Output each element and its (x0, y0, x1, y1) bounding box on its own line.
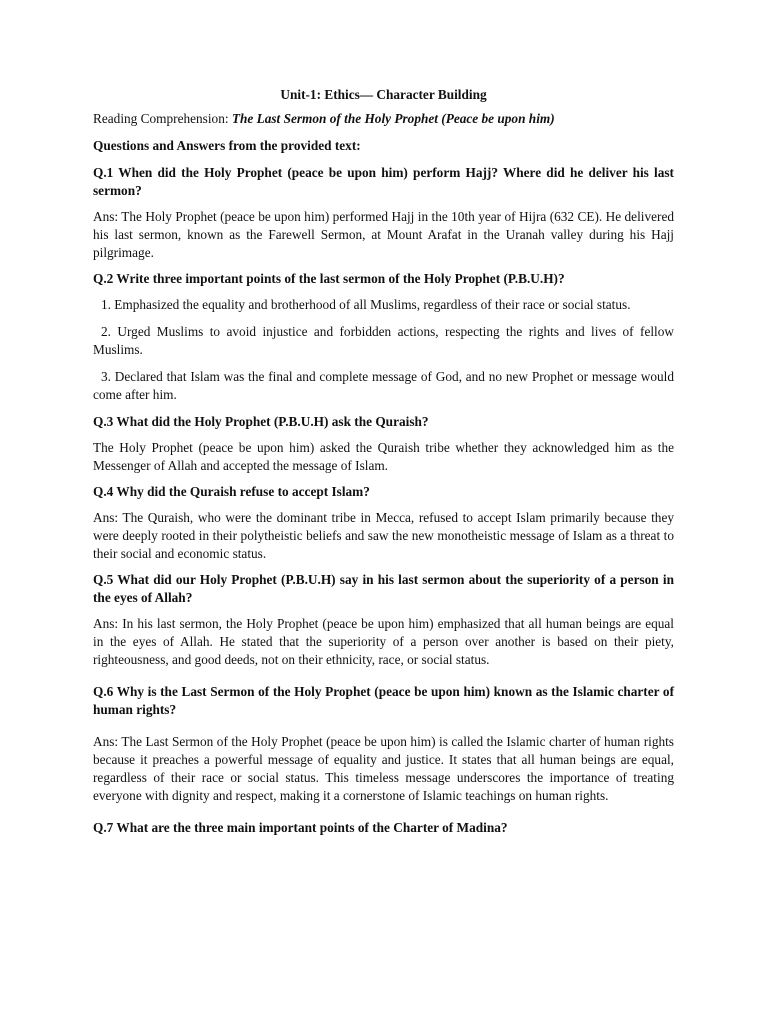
question-2: Q.2 Write three important points of the last sermon of the Holy Prophet (P.B.U.H)? (93, 271, 565, 286)
answer-4: Ans: The Quraish, who were the dominant tribe in Mecca, refused to accept Islam primarily because they were deeply rooted in their polytheistic beliefs and saw the new monotheistic message of Islam as a threat to their social and economic status. (93, 510, 674, 561)
reading-title: The Last Sermon of the Holy Prophet (Peace be upon him) (231, 111, 555, 126)
answer-2-point-1: 1. Emphasized the equality and brotherhood of all Muslims, regardless of their race or social status. (101, 297, 631, 312)
answer-1: Ans: The Holy Prophet (peace be upon him) performed Hajj in the 10th year of Hijra (632 CE). He delivered his last sermon, known as the Farewell Sermon, at Mount Arafat in the Uranah valley during his Hajj pilgrimage. (93, 209, 674, 260)
question-6: Q.6 Why is the Last Sermon of the Holy Prophet (peace be upon him) known as the Islamic charter of human rights? (93, 684, 674, 717)
answer-5: Ans: In his last sermon, the Holy Prophet (peace be upon him) emphasized that all human beings are equal in the eyes of Allah. He stated that the superiority of a person over another is based on their piety, righteousness, and good deeds, not on their ethnicity, race, or social status. (93, 616, 674, 667)
document-page (93, 86, 674, 845)
question-1: Q.1 When did the Holy Prophet (peace be upon him) perform Hajj? Where did he deliver his last sermon? (93, 165, 674, 198)
reading-label: Reading Comprehension: (93, 111, 232, 126)
question-3: Q.3 What did the Holy Prophet (P.B.U.H) ask the Quraish? (93, 414, 429, 429)
answer-2-point-2: 2. Urged Muslims to avoid injustice and forbidden actions, respecting the rights and lives of fellow Muslims. (93, 324, 674, 357)
question-5: Q.5 What did our Holy Prophet (P.B.U.H) say in his last sermon about the superiority of a person in the eyes of Allah? (93, 572, 674, 605)
answer-2-point-3: 3. Declared that Islam was the final and complete message of God, and no new Prophet or message would come after him. (93, 369, 674, 402)
reading-comprehension-line (93, 110, 674, 128)
question-4: Q.4 Why did the Quraish refuse to accept Islam? (93, 484, 370, 499)
qa-heading: Questions and Answers from the provided text: (93, 138, 361, 153)
question-7: Q.7 What are the three main important points of the Charter of Madina? (93, 820, 508, 835)
page-title: Unit-1: Ethics— Character Building (280, 87, 487, 102)
answer-3: The Holy Prophet (peace be upon him) asked the Quraish tribe whether they acknowledged him as the Messenger of Allah and accepted the message of Islam. (93, 440, 674, 473)
answer-6: Ans: The Last Sermon of the Holy Prophet (peace be upon him) is called the Islamic charter of human rights because it preaches a powerful message of equality and justice. It states that all human beings are equal, regardless of their race or social status. This timeless message underscores the importance of treating everyone with dignity and respect, making it a cornerstone of Islamic teachings on human rights. (93, 734, 674, 803)
